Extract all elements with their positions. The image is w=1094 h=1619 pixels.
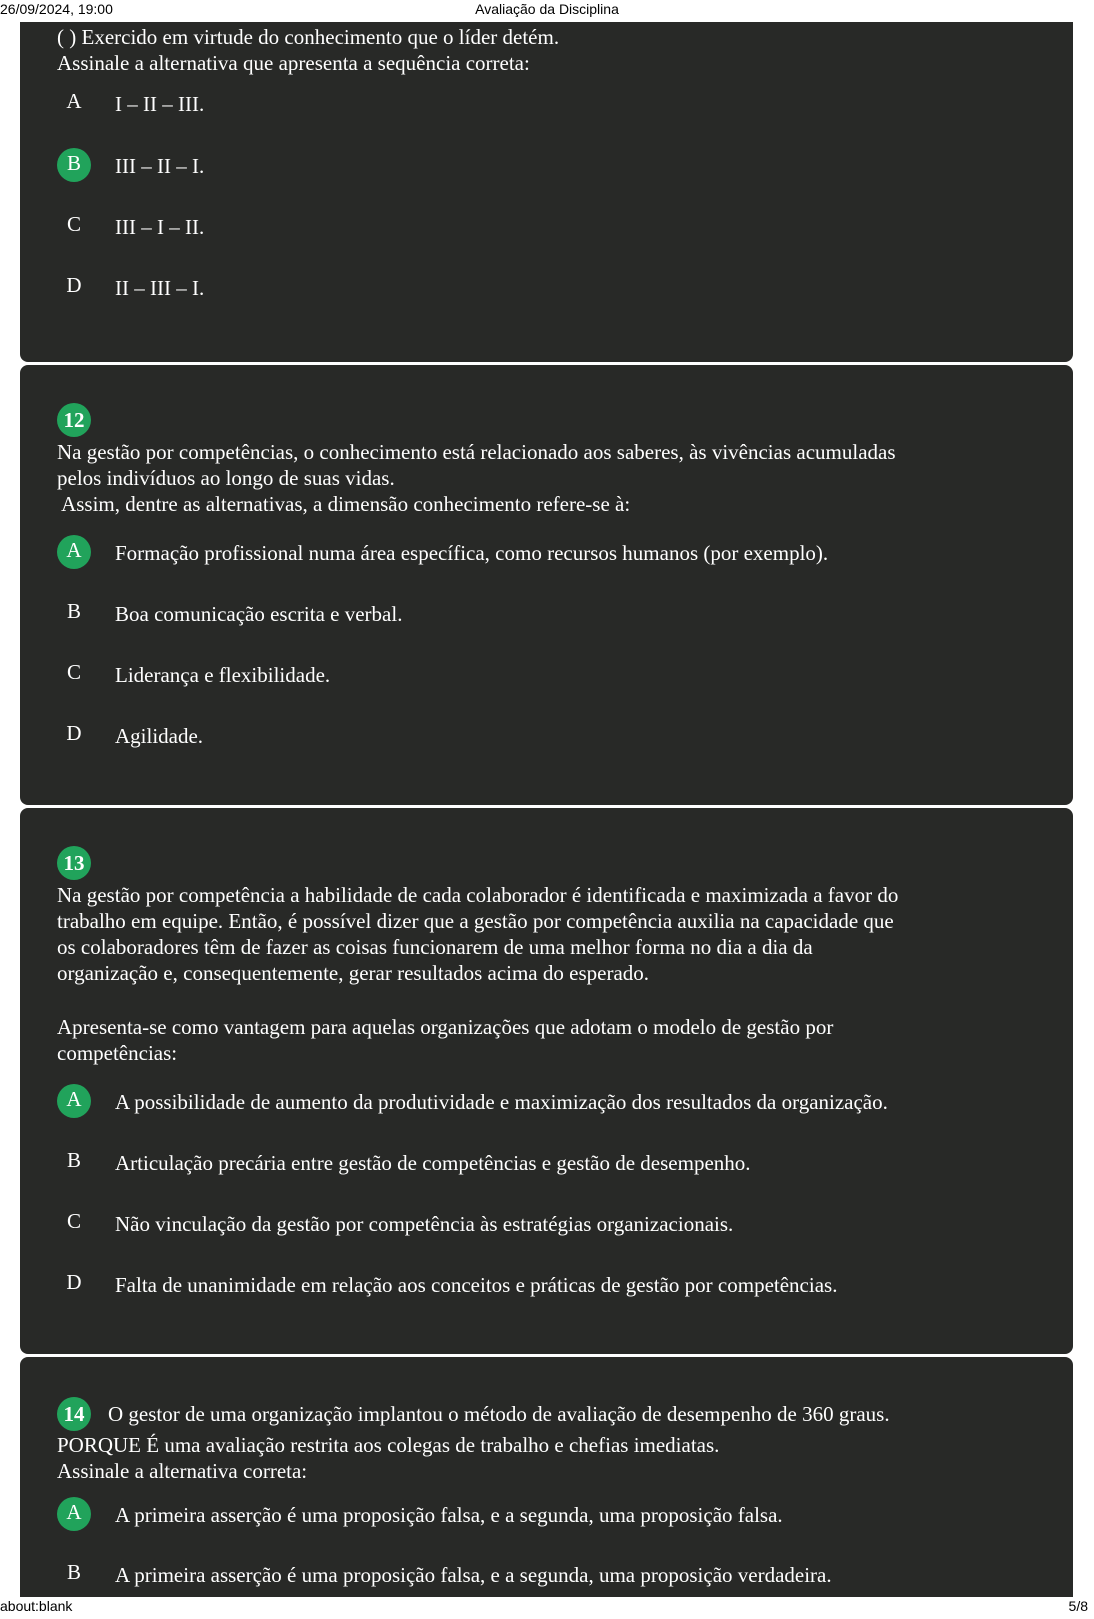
option-c[interactable] xyxy=(57,209,1057,243)
option-letter: B xyxy=(66,1560,81,1584)
option-text: III – II – I. xyxy=(115,154,205,178)
question-text-line: os colaboradores têm de fazer as coisas funcionarem de uma melhor forma no dia a dia da xyxy=(57,935,813,959)
option-text: Formação profissional numa área específica, como recursos humanos (por exemplo). xyxy=(115,541,829,565)
question-text-line: organização e, consequentemente, gerar resultados acima do esperado. xyxy=(57,961,650,985)
print-title: Avaliação da Disciplina xyxy=(475,1,619,17)
question-text-line: PORQUE É uma avaliação restrita aos colegas de trabalho e chefias imediatas. xyxy=(57,1433,720,1457)
print-page-number: 5/8 xyxy=(1068,1598,1088,1614)
option-d[interactable] xyxy=(57,1267,1057,1301)
option-text: Não vinculação da gestão por competência às estratégias organizacionais. xyxy=(115,1212,734,1236)
option-text: Falta de unanimidade em relação aos conceitos e práticas de gestão por competências. xyxy=(115,1273,838,1297)
option-text: III – I – II. xyxy=(115,215,205,239)
question-text-line: Assinale a alternativa correta: xyxy=(57,1459,308,1483)
option-text: II – III – I. xyxy=(115,276,205,300)
option-a[interactable] xyxy=(57,86,1057,120)
option-d[interactable] xyxy=(57,718,1057,752)
question-card-13 xyxy=(20,808,1073,1354)
option-letter-selected: A xyxy=(57,1084,91,1118)
option-b[interactable] xyxy=(57,596,1057,630)
option-letter: A xyxy=(66,89,82,113)
question-text-line: O gestor de uma organização implantou o método de avaliação de desempenho de 360 graus. xyxy=(108,1402,890,1426)
question-card-12 xyxy=(20,365,1073,805)
option-letter-selected: A xyxy=(57,535,91,569)
question-number-badge: 14 xyxy=(57,1397,91,1431)
option-letter: B xyxy=(66,599,81,623)
question-text-line: trabalho em equipe. Então, é possível dizer que a gestão por competência auxilia na capacidade que xyxy=(57,909,894,933)
option-c[interactable] xyxy=(57,657,1057,691)
option-letter: B xyxy=(66,1148,81,1172)
print-footer xyxy=(0,1597,1094,1619)
option-letter: C xyxy=(66,660,81,684)
option-text: A primeira asserção é uma proposição falsa, e a segunda, uma proposição falsa. xyxy=(115,1503,783,1527)
option-text: A possibilidade de aumento da produtividade e maximização dos resultados da organização. xyxy=(115,1090,888,1114)
option-letter: D xyxy=(66,1270,82,1294)
question-text-line: Na gestão por competência a habilidade de cada colaborador é identificada e maximizada a favor do xyxy=(57,883,899,907)
question-card-14 xyxy=(20,1357,1073,1597)
print-header xyxy=(0,0,1094,22)
option-c[interactable] xyxy=(57,1206,1057,1240)
question-number-badge: 13 xyxy=(57,846,91,880)
print-url: about:blank xyxy=(0,1598,73,1614)
print-datetime: 26/09/2024, 19:00 xyxy=(0,1,113,17)
question-text-line: Assinale a alternativa que apresenta a sequência correta: xyxy=(57,51,530,75)
option-a[interactable] xyxy=(57,1497,1057,1531)
option-letter-selected: A xyxy=(57,1497,91,1531)
question-text-line: Apresenta-se como vantagem para aquelas organizações que adotam o modelo de gestão por xyxy=(57,1015,834,1039)
question-card-11 xyxy=(20,22,1073,362)
option-a[interactable] xyxy=(57,1084,1057,1118)
option-text: I – II – III. xyxy=(115,92,205,116)
option-text: Agilidade. xyxy=(115,724,204,748)
option-d[interactable] xyxy=(57,270,1057,304)
question-text-line: competências: xyxy=(57,1041,178,1065)
option-letter: C xyxy=(66,1209,81,1233)
option-b[interactable] xyxy=(57,1557,1057,1591)
option-text: Liderança e flexibilidade. xyxy=(115,663,331,687)
option-text: A primeira asserção é uma proposição falsa, e a segunda, uma proposição verdadeira. xyxy=(115,1563,832,1587)
option-letter: D xyxy=(66,721,82,745)
option-letter: C xyxy=(66,212,81,236)
question-text-line: pelos indivíduos ao longo de suas vidas. xyxy=(57,466,395,490)
question-text-line: Assim, dentre as alternativas, a dimensão conhecimento refere-se à: xyxy=(57,492,631,516)
option-letter: D xyxy=(66,273,82,297)
option-a[interactable] xyxy=(57,535,1057,569)
question-text-line: Na gestão por competências, o conhecimento está relacionado aos saberes, às vivências acumuladas xyxy=(57,440,896,464)
option-text: Articulação precária entre gestão de competências e gestão de desempenho. xyxy=(115,1151,751,1175)
question-text-line: ( ) Exercido em virtude do conhecimento que o líder detém. xyxy=(57,25,560,49)
question-number-badge: 12 xyxy=(57,403,91,437)
option-letter-selected: B xyxy=(57,148,91,182)
option-text: Boa comunicação escrita e verbal. xyxy=(115,602,403,626)
option-b[interactable] xyxy=(57,1145,1057,1179)
option-b[interactable] xyxy=(57,148,1057,182)
